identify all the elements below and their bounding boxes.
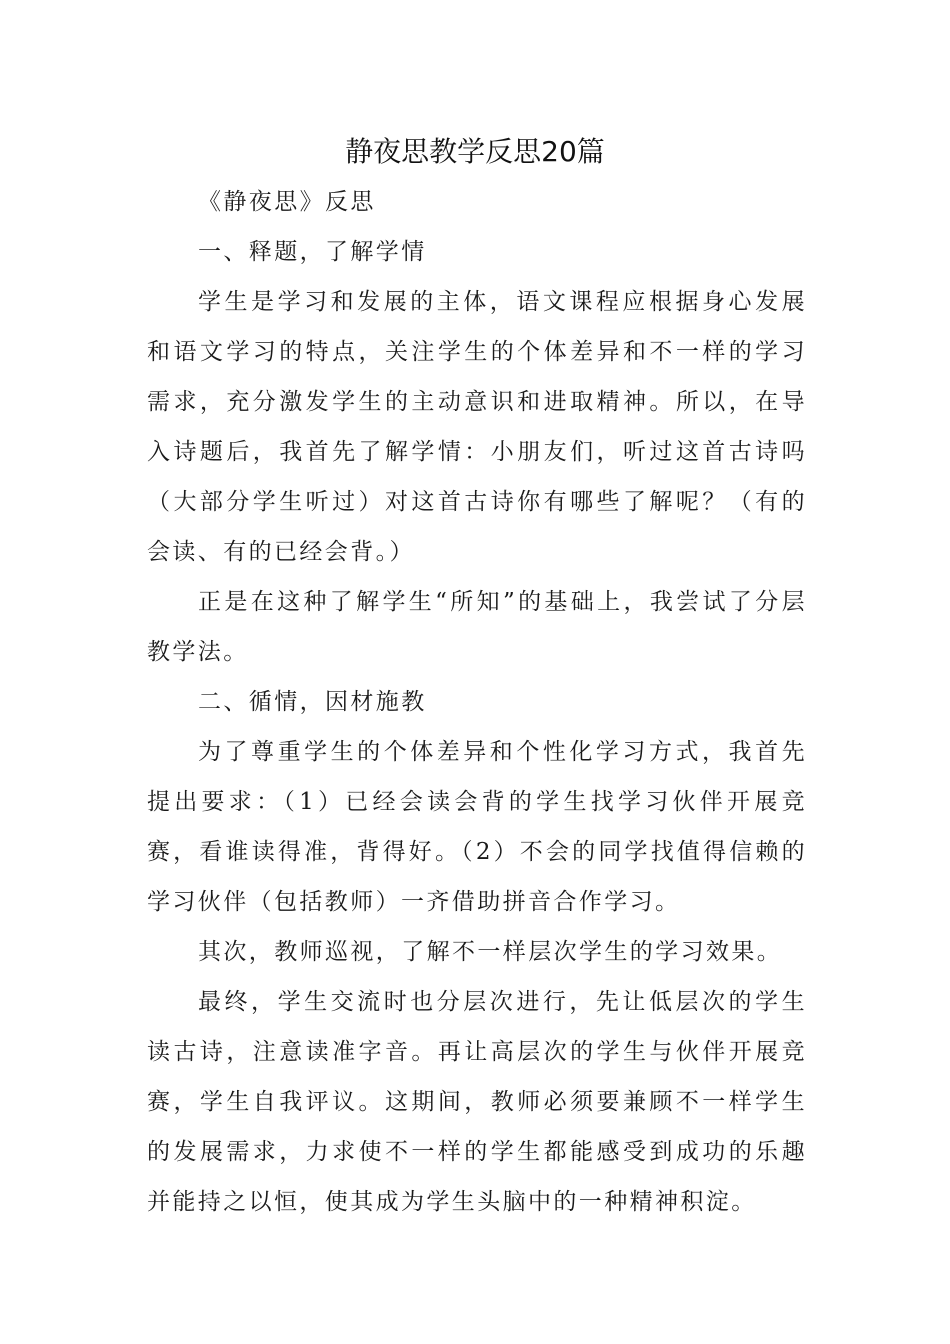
section-heading-1: 一、释题，了解学情 bbox=[198, 239, 427, 265]
paragraph: 学生是学习和发展的主体，语文课程应根据身心发展和语文学习的特点，关注学生的个体差异和不一样的学习需求，充分激发学生的主动意识和进取精神。所以，在导入诗题后，我首先了解学情：小朋友们，听过这首古诗吗（大部分学生听过）对这首古诗你有哪些了解呢？（有的会读、有的已经会背。） bbox=[147, 289, 807, 565]
paragraph: 正是在这种了解学生“所知”的基础上，我尝试了分层教学法。 bbox=[147, 589, 807, 665]
paragraph: 为了尊重学生的个体差异和个性化学习方式，我首先提出要求：（1）已经会读会背的学生找学习伙伴开展竞赛，看谁读得准，背得好。（2）不会的同学找值得信赖的学习伙伴（包括教师）一齐借助拼音合作学习。 bbox=[147, 739, 807, 915]
paragraph-subtitle: 《静夜思》反思 bbox=[198, 189, 376, 215]
section-heading-2: 二、循情，因材施教 bbox=[198, 689, 427, 715]
document-body bbox=[147, 177, 807, 1227]
paragraph: 最终，学生交流时也分层次进行，先让低层次的学生读古诗，注意读准字音。再让高层次的学生与伙伴开展竞赛，学生自我评议。这期间，教师必须要兼顾不一样学生的发展需求，力求使不一样的学生都能感受到成功的乐趣并能持之以恒，使其成为学生头脑中的一种精神积淀。 bbox=[147, 989, 807, 1215]
paragraph: 其次，教师巡视，了解不一样层次学生的学习效果。 bbox=[198, 939, 783, 965]
document-title: 静夜思教学反思20篇 bbox=[345, 135, 605, 168]
